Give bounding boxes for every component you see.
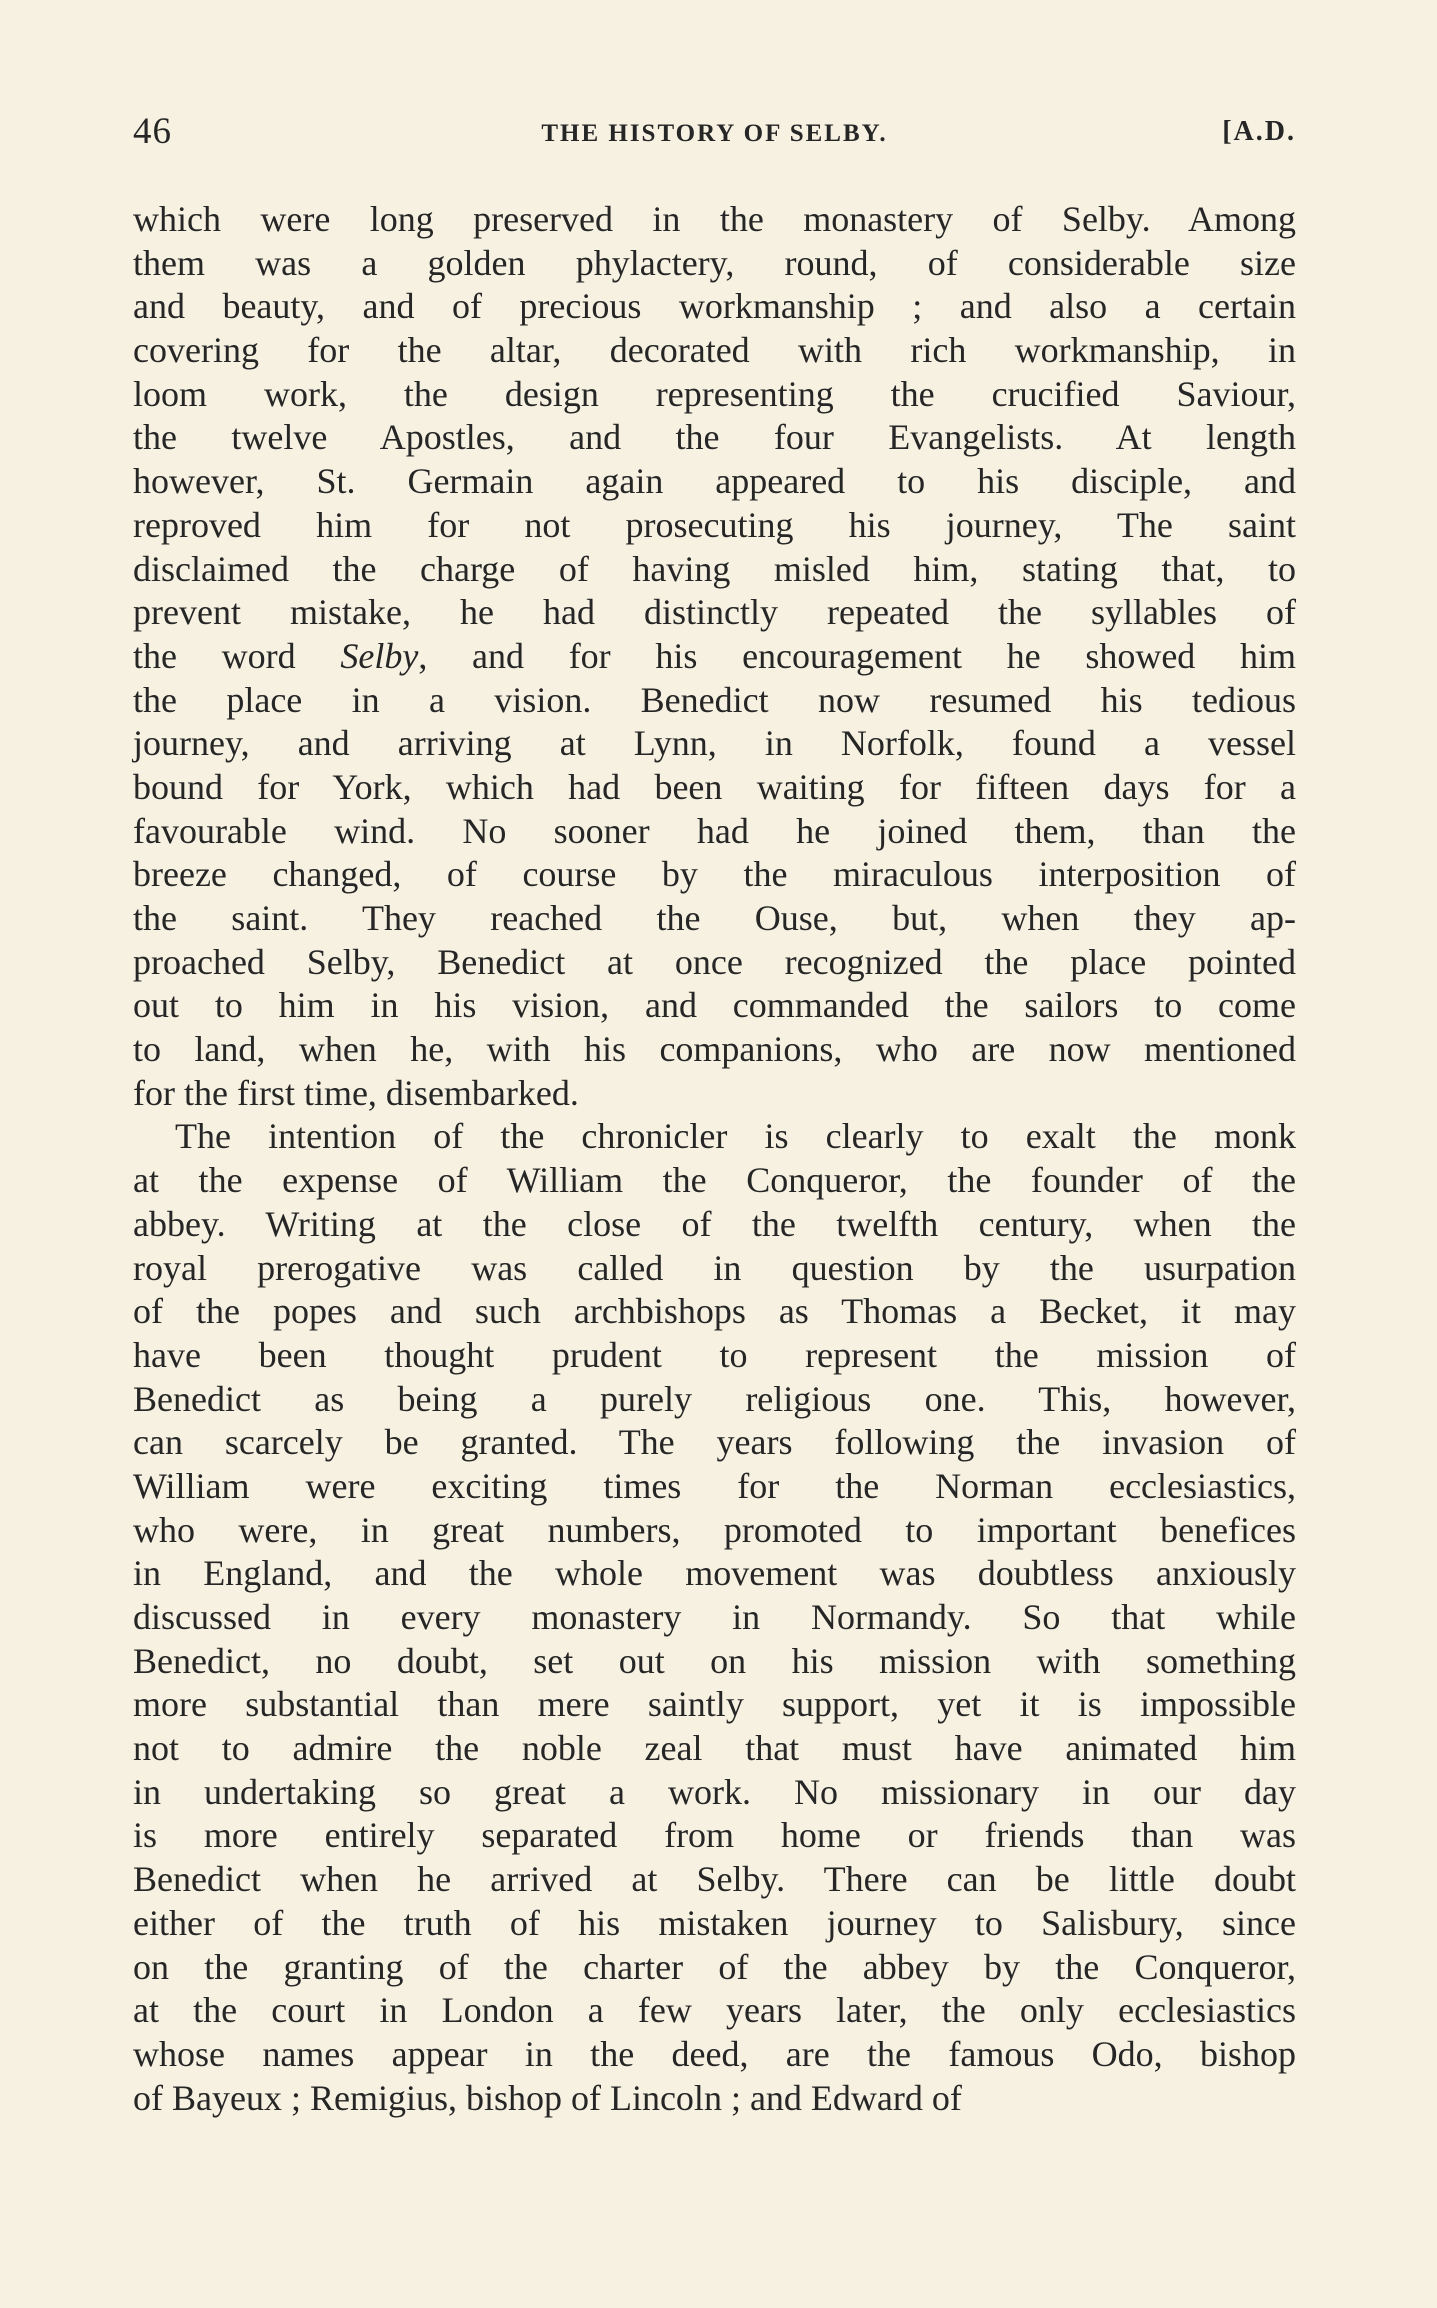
text-line: proached Selby, Benedict at once recognized the place pointed [133, 941, 1296, 982]
italic-word: Selby [340, 635, 419, 676]
text-line: and beauty, and of precious workmanship ; and also a certain [133, 286, 1296, 327]
text-line: breeze changed, of course by the miraculous interposition of [133, 854, 1296, 895]
text-line: discussed in every monastery in Normandy. So that while [133, 1597, 1296, 1637]
text-line: The intention of the chronicler is clearly to exalt the monk [175, 1116, 1296, 1157]
text-line: abbey. Writing at the close of the twelfth century, when the [133, 1203, 1296, 1244]
text-line: favourable wind. No sooner had he joined them, than the [133, 810, 1296, 851]
running-head [133, 110, 1296, 160]
text-line: out to him in his vision, and commanded the sailors to come [133, 985, 1296, 1026]
text-line: disclaimed the charge of having misled him, stating that, to [133, 548, 1296, 589]
text-line: for the first time, disembarked. [133, 1072, 579, 1113]
running-head-era: [A.D. [1222, 116, 1296, 147]
text-line: to land, when he, with his companions, who are now mentioned [133, 1029, 1296, 1070]
text-line: in England, and the whole movement was doubtless anxiously [133, 1553, 1296, 1594]
text-line: which were long preserved in the monastery of Selby. Among [133, 199, 1296, 239]
paragraph [133, 198, 1296, 1115]
text-line: of the popes and such archbishops as Thomas a Becket, it may [133, 1291, 1296, 1332]
text-line: reproved him for not prosecuting his journey, The saint [133, 504, 1296, 545]
text-line: who were, in great numbers, promoted to important benefices [133, 1509, 1296, 1550]
text-line: the word Selby, and for his encouragement he showed him [133, 635, 1296, 676]
text-line: in undertaking so great a work. No missionary in our day [133, 1771, 1296, 1812]
text-line: them was a golden phylactery, round, of considerable size [133, 242, 1296, 283]
text-line: however, St. Germain again appeared to his disciple, and [133, 461, 1296, 502]
text-line: the saint. They reached the Ouse, but, when they ap- [133, 898, 1296, 938]
text-line: can scarcely be granted. The years following the invasion of [133, 1422, 1296, 1463]
body-text [133, 198, 1296, 2120]
text-line: is more entirely separated from home or friends than was [133, 1815, 1296, 1856]
text-line: journey, and arriving at Lynn, in Norfolk, found a vessel [133, 723, 1296, 764]
text-line: of Bayeux ; Remigius, bishop of Lincoln ; and Edward of [133, 2077, 962, 2118]
text-line: royal prerogative was called in question by the usurpation [133, 1247, 1296, 1288]
paragraph [133, 1115, 1296, 2120]
text-line: Benedict, no doubt, set out on his mission with something [133, 1640, 1296, 1681]
text-line: prevent mistake, he had distinctly repeated the syllables of [133, 592, 1296, 633]
text-line: bound for York, which had been waiting for fifteen days for a [133, 766, 1296, 807]
text-line: at the court in London a few years later, the only ecclesiastics [133, 1990, 1296, 2031]
text-line: Benedict as being a purely religious one. This, however, [133, 1378, 1296, 1419]
text-line: more substantial than mere saintly support, yet it is impossible [133, 1684, 1296, 1725]
text-line: the twelve Apostles, and the four Evangelists. At length [133, 417, 1296, 458]
text-line: covering for the altar, decorated with rich workmanship, in [133, 330, 1296, 371]
text-line: on the granting of the charter of the abbey by the Conqueror, [133, 1946, 1296, 1987]
text-line: at the expense of William the Conqueror, the founder of the [133, 1160, 1296, 1201]
text-line: whose names appear in the deed, are the famous Odo, bishop [133, 2033, 1296, 2074]
text-line: the place in a vision. Benedict now resumed his tedious [133, 679, 1296, 720]
text-line: either of the truth of his mistaken journey to Salisbury, since [133, 1902, 1296, 1943]
text-line: Benedict when he arrived at Selby. There can be little doubt [133, 1859, 1296, 1900]
page-number: 46 [133, 111, 172, 152]
text-line: William were exciting times for the Norman ecclesiastics, [133, 1465, 1296, 1506]
text-line: have been thought prudent to represent the mission of [133, 1334, 1296, 1375]
text-line: not to admire the noble zeal that must have animated him [133, 1728, 1296, 1769]
text-line: loom work, the design representing the crucified Saviour, [133, 373, 1296, 414]
running-title: THE HISTORY OF SELBY. [541, 120, 888, 147]
